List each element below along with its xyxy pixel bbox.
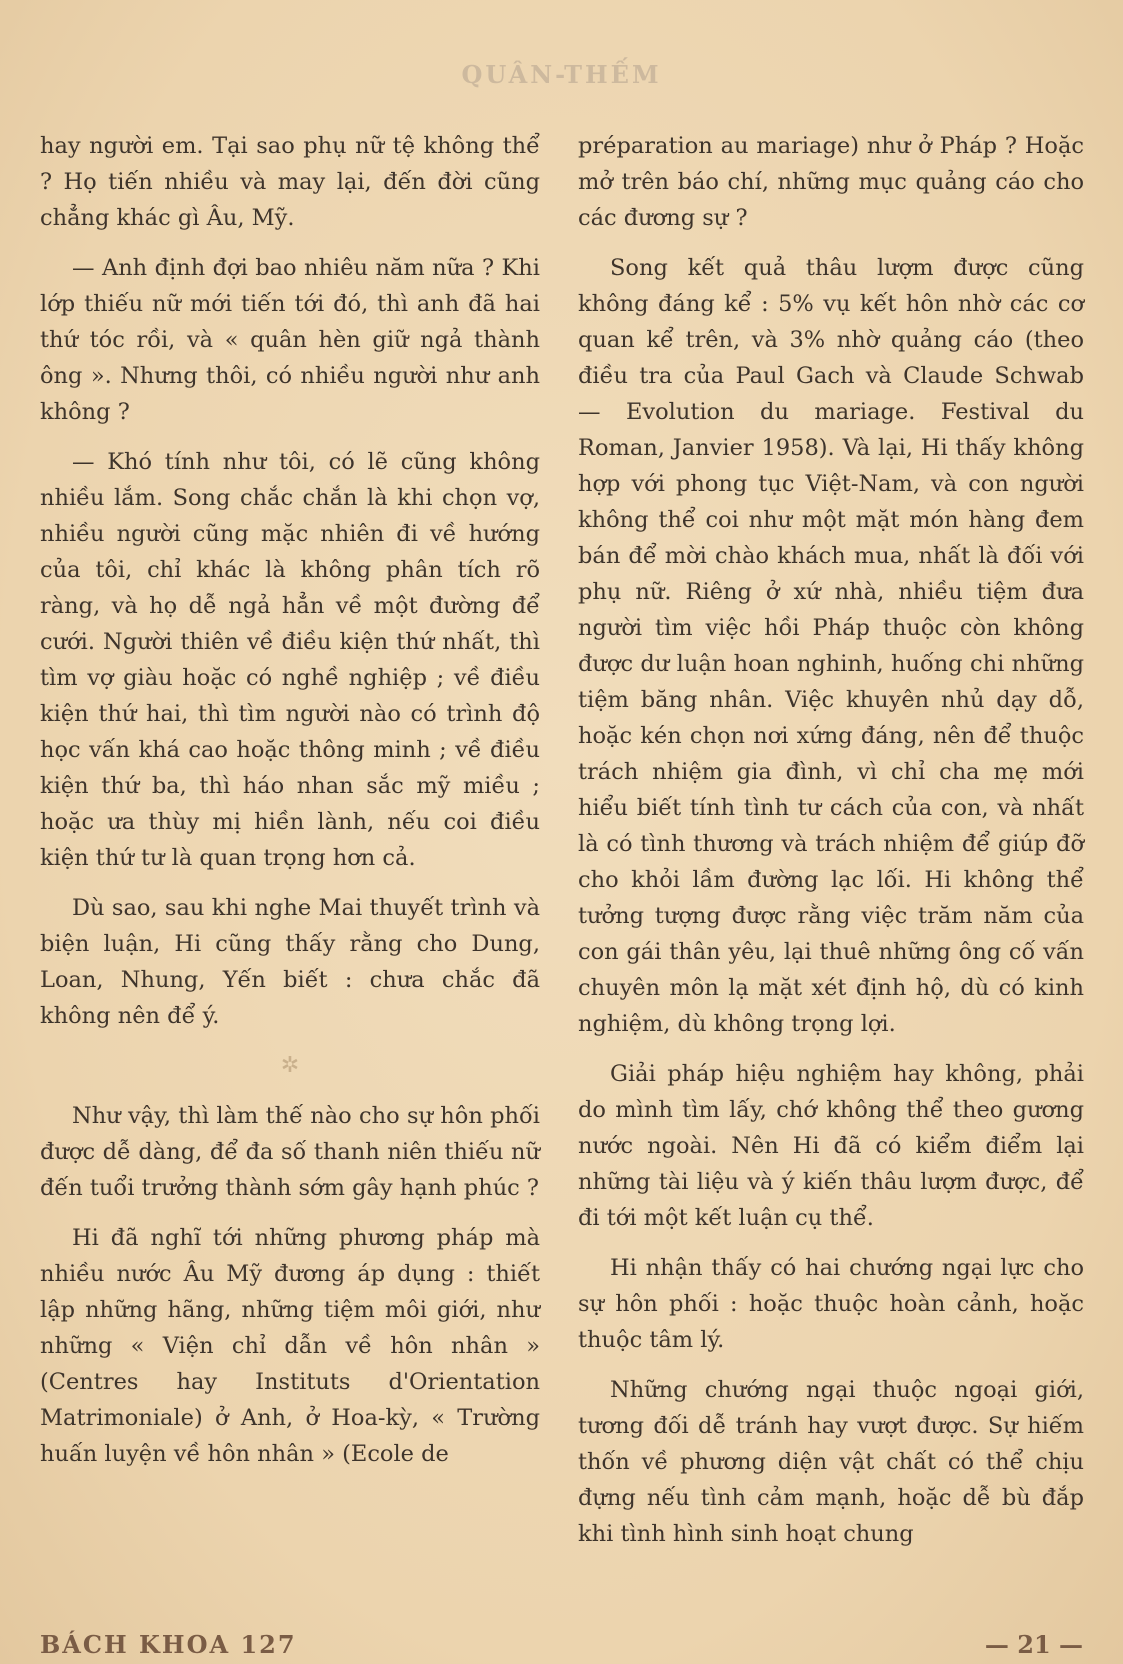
paragraph: préparation au mariage) như ở Pháp ? Hoặc mở trên báo chí, những mục quảng cáo cho các đương sự ? — [578, 133, 1084, 231]
paragraph: Dù sao, sau khi nghe Mai thuyết trình và biện luận, Hi cũng thấy rằng cho Dung, Loan, Nhung, Yến biết : chưa chắc đã không nên để ý. — [40, 895, 540, 1029]
page-number: — 21 — — [984, 1630, 1083, 1659]
paragraph: Những chướng ngại thuộc ngoại giới, tương đối dễ tránh hay vượt được. Sự hiếm thốn về phương diện vật chất có thể chịu đựng nếu tình cảm mạnh, hoặc dễ bù đắp khi tình hình sinh hoạt chung — [578, 1377, 1084, 1547]
paragraph: Giải pháp hiệu nghiệm hay không, phải do mình tìm lấy, chớ không thể theo gương nước ngoài. Nên Hi đã có kiểm điểm lại những tài liệu và ý kiến thâu lượm được, để đi tới một kết luận cụ thể. — [578, 1061, 1084, 1231]
paragraph: — Anh định đợi bao nhiêu năm nữa ? Khi lớp thiếu nữ mới tiến tới đó, thì anh đã hai thứ tóc rồi, và « quân hèn giữ ngả thành ông ». Nhưng thôi, có nhiều người như anh không ? — [40, 255, 540, 425]
paragraph: Hi đã nghĩ tới những phương pháp mà nhiều nước Âu Mỹ đương áp dụng : thiết lập những hãng, những tiệm môi giới, như những « Viện chỉ dẫn về hôn nhân » (Centres hay Instituts d'Orientation Matrimoniale) ở Anh, ở Hoa-kỳ, « Trường huấn luyện về hôn nhân » (Ecole de — [40, 1225, 540, 1467]
paragraph: Song kết quả thâu lượm được cũng không đáng kể : 5% vụ kết hôn nhờ các cơ quan kể trên, và 3% nhờ quảng cáo (theo điều tra của Paul Gach và Claude Schwab — Evolution du mariage. Festival du Roman, Janvier 1958). Và lại, Hi thấy không hợp với phong tục Việt-Nam, và con người không thể coi như một mặt món hàng đem bán để mời chào khách mua, nhất là đối với phụ nữ. Riêng ở xứ nhà, nhiều tiệm đưa người tìm việc hồi Pháp thuộc còn không được dư luận hoan nghinh, huống chi những tiệm băng nhân. Việc khuyên nhủ dạy dỗ, hoặc kén chọn nơi xứng đáng, nên để thuộc trách nhiệm gia đình, vì chỉ cha mẹ mới hiểu biết tính tình tư cách của con, và nhất là có tình thương và trách nhiệm để giúp đỡ cho khỏi lầm đường lạc lối. Hi không thể tưởng tượng được rằng việc trăm năm của con gái thân yêu, lại thuê những ông cố vấn chuyên môn lạ mặt xét định hộ, dù có kinh nghiệm, dù không trọng lợi. — [578, 255, 1084, 1037]
section-divider-star: ✲ — [280, 1053, 300, 1078]
paragraph: hay người em. Tại sao phụ nữ tệ không thể ? Họ tiến nhiều và may lại, đến đời cũng chẳng khác gì Âu, Mỹ. — [40, 133, 540, 231]
paragraph: — Khó tính như tôi, có lẽ cũng không nhiều lắm. Song chắc chắn là khi chọn vợ, nhiều người cũng mặc nhiên đi về hướng của tôi, chỉ khác là không phân tích rõ ràng, và họ dễ ngả hẳn về một đường để cưới. Người thiên về điều kiện thứ nhất, thì tìm vợ giàu hoặc có nghề nghiệp ; về điều kiện thứ hai, thì tìm người nào có trình độ học vấn khá cao hoặc thông minh ; về điều kiện thứ ba, thì háo nhan sắc mỹ miều ; hoặc ưa thùy mị hiền lành, nếu coi điều kiện thứ tư là quan trọng hơn cả. — [40, 449, 540, 871]
left-column — [40, 128, 540, 1486]
right-column — [578, 128, 1084, 1566]
magazine-name: BÁCH KHOA 127 — [40, 1630, 297, 1659]
running-title: QUÂN-THẾM — [461, 60, 662, 89]
paragraph: Như vậy, thì làm thế nào cho sự hôn phối được dễ dàng, để đa số thanh niên thiếu nữ đến tuổi trưởng thành sớm gây hạnh phúc ? — [40, 1103, 540, 1201]
paragraph: Hi nhận thấy có hai chướng ngại lực cho sự hôn phối : hoặc thuộc hoàn cảnh, hoặc thuộc tâm lý. — [578, 1255, 1084, 1353]
